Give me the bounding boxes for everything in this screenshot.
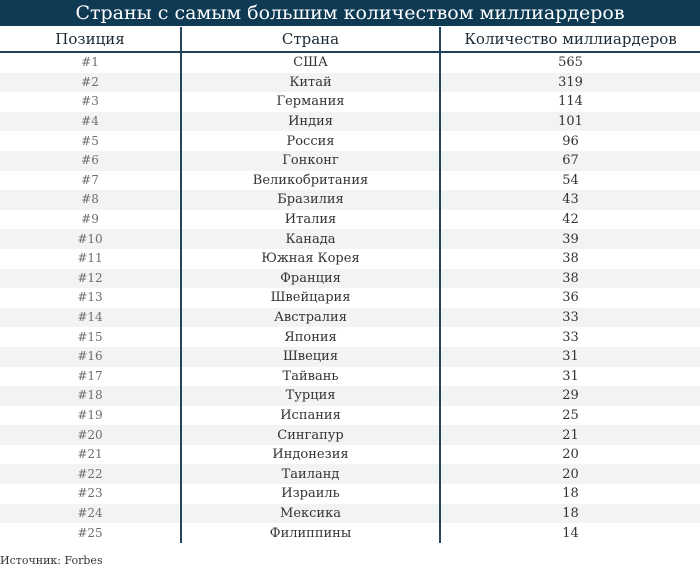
position-cell: #9 — [0, 210, 181, 230]
count-cell: 31 — [440, 347, 700, 367]
count-cell: 42 — [562, 212, 579, 228]
table-row — [0, 269, 700, 289]
table-row — [0, 347, 700, 367]
table-row — [0, 171, 700, 191]
position-cell: #20 — [0, 425, 181, 445]
position-cell: #13 — [0, 288, 181, 308]
country-cell: Филиппины — [181, 523, 440, 543]
country-cell: Россия — [181, 131, 440, 151]
position-cell: #22 — [0, 464, 181, 484]
position-cell: #25 — [0, 523, 181, 543]
country-cell: Турция — [181, 386, 440, 406]
country-cell: Франция — [181, 269, 440, 289]
table-row — [0, 249, 700, 269]
position-cell: #2 — [0, 73, 181, 93]
column-header-billionaires-count: Количество миллиардеров — [440, 27, 700, 52]
country-cell: Китай — [181, 73, 440, 93]
table-row — [0, 425, 700, 445]
position-cell: #23 — [0, 484, 181, 504]
count-cell: 25 — [562, 407, 579, 423]
count-cell: 21 — [440, 425, 700, 445]
country-cell: Великобритания — [181, 171, 440, 191]
table-row — [0, 288, 700, 308]
table-row — [0, 190, 700, 210]
position-cell: #3 — [0, 92, 181, 112]
table-row — [0, 327, 700, 347]
country-cell: Австралия — [181, 308, 440, 328]
count-cell: 67 — [440, 151, 700, 171]
count-cell: 114 — [558, 94, 583, 110]
table-row — [0, 406, 700, 426]
count-cell: 38 — [562, 251, 579, 267]
table-row — [0, 484, 700, 504]
position-cell: #10 — [0, 229, 181, 249]
position-cell: #8 — [0, 190, 181, 210]
table-row — [0, 52, 700, 73]
count-cell: 101 — [440, 112, 700, 132]
position-cell: #6 — [0, 151, 181, 171]
position-cell: #5 — [0, 131, 181, 151]
count-cell: 33 — [562, 329, 579, 345]
position-cell: #18 — [0, 386, 181, 406]
country-cell: Таиланд — [181, 464, 440, 484]
count-cell: 96 — [562, 133, 579, 149]
country-cell: Сингапур — [181, 425, 440, 445]
count-cell: 54 — [562, 172, 579, 188]
position-cell: #7 — [0, 171, 181, 191]
table-header-row — [0, 27, 700, 52]
table-row — [0, 523, 700, 543]
count-cell: 20 — [562, 447, 579, 463]
country-cell: Германия — [181, 92, 440, 112]
country-cell: Бразилия — [181, 190, 440, 210]
table-row — [0, 112, 700, 132]
count-cell: 43 — [440, 190, 700, 210]
country-cell: Швейцария — [181, 288, 440, 308]
table-row — [0, 73, 700, 93]
position-cell: #24 — [0, 504, 181, 524]
position-cell: #14 — [0, 308, 181, 328]
count-cell: 31 — [562, 368, 579, 384]
country-cell: Тайвань — [181, 367, 440, 387]
table-row — [0, 151, 700, 171]
country-cell: Гонконг — [181, 151, 440, 171]
source-note: Источник: Forbes — [0, 554, 103, 567]
country-cell: Израиль — [181, 484, 440, 504]
column-header-country: Страна — [181, 27, 440, 52]
table-row — [0, 386, 700, 406]
position-cell: #1 — [0, 52, 181, 73]
count-cell: 14 — [562, 525, 579, 541]
country-cell: Испания — [181, 406, 440, 426]
count-cell: 38 — [440, 269, 700, 289]
position-cell: #21 — [0, 445, 181, 465]
count-cell: 20 — [440, 464, 700, 484]
chart-title: Страны с самым большим количеством миллиардеров — [0, 0, 700, 26]
country-cell: Италия — [181, 210, 440, 230]
country-cell: Южная Корея — [181, 249, 440, 269]
country-cell: Япония — [181, 327, 440, 347]
table-row — [0, 464, 700, 484]
position-cell: #4 — [0, 112, 181, 132]
table-body — [0, 52, 700, 543]
table-row — [0, 504, 700, 524]
country-cell: США — [181, 52, 440, 73]
country-cell: Индия — [181, 112, 440, 132]
column-header-position: Позиция — [0, 27, 181, 52]
position-cell: #11 — [0, 249, 181, 269]
count-cell: 33 — [440, 308, 700, 328]
table-row — [0, 131, 700, 151]
position-cell: #16 — [0, 347, 181, 367]
table-row — [0, 308, 700, 328]
count-cell: 36 — [562, 290, 579, 306]
country-cell: Индонезия — [181, 445, 440, 465]
country-cell: Швеция — [181, 347, 440, 367]
table-row — [0, 210, 700, 230]
position-cell: #12 — [0, 269, 181, 289]
count-cell: 319 — [440, 73, 700, 93]
count-cell: 39 — [440, 229, 700, 249]
count-cell: 18 — [562, 486, 579, 502]
table-row — [0, 445, 700, 465]
table-row — [0, 367, 700, 387]
table-row — [0, 229, 700, 249]
count-cell: 18 — [440, 504, 700, 524]
position-cell: #19 — [0, 406, 181, 426]
country-cell: Канада — [181, 229, 440, 249]
count-cell: 565 — [558, 55, 583, 71]
table-row — [0, 92, 700, 112]
country-cell: Мексика — [181, 504, 440, 524]
position-cell: #15 — [0, 327, 181, 347]
count-cell: 29 — [440, 386, 700, 406]
position-cell: #17 — [0, 367, 181, 387]
billionaires-table — [0, 27, 700, 543]
